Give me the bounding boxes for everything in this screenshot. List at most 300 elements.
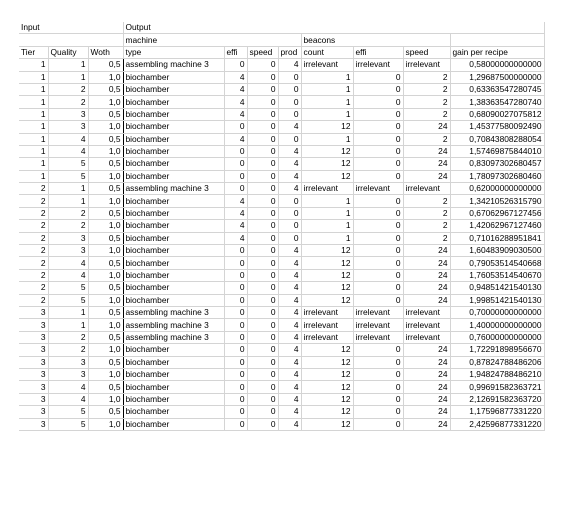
cell-tier[interactable]: 2: [19, 183, 48, 195]
cell-woth[interactable]: 0,5: [88, 406, 123, 418]
cell-woth[interactable]: 0,5: [88, 282, 123, 294]
cell-machine-effi[interactable]: 4: [224, 83, 247, 95]
cell-count[interactable]: 12: [301, 344, 353, 356]
cell-beacon-speed[interactable]: 2: [403, 133, 450, 145]
cell-prod[interactable]: 4: [278, 121, 301, 133]
cell-prod[interactable]: 0: [278, 195, 301, 207]
cell-type[interactable]: biochamber: [123, 368, 224, 380]
cell-prod[interactable]: 4: [278, 183, 301, 195]
cell-machine-effi[interactable]: 0: [224, 59, 247, 71]
cell-count[interactable]: 1: [301, 83, 353, 95]
cell-machine-effi[interactable]: 0: [224, 306, 247, 318]
cell-beacon-effi[interactable]: 0: [353, 71, 403, 83]
cell-beacon-effi[interactable]: 0: [353, 207, 403, 219]
cell-machine-speed[interactable]: 0: [247, 158, 278, 170]
cell-type[interactable]: biochamber: [123, 232, 224, 244]
cell-beacon-speed[interactable]: 24: [403, 269, 450, 281]
cell-machine-speed[interactable]: 0: [247, 133, 278, 145]
cell-gain-per-recipe[interactable]: 0,67062967127456: [450, 207, 544, 219]
cell-quality[interactable]: 4: [48, 269, 88, 281]
empty-cell[interactable]: [450, 22, 544, 34]
cell-tier[interactable]: 2: [19, 257, 48, 269]
cell-prod[interactable]: 0: [278, 71, 301, 83]
cell-prod[interactable]: 4: [278, 59, 301, 71]
cell-beacon-effi[interactable]: irrelevant: [353, 319, 403, 331]
cell-type[interactable]: assembling machine 3: [123, 183, 224, 195]
empty-cell[interactable]: [88, 22, 123, 34]
column-header-machine-speed[interactable]: speed: [247, 46, 278, 58]
cell-count[interactable]: 12: [301, 381, 353, 393]
column-header-count[interactable]: count: [301, 46, 353, 58]
cell-machine-effi[interactable]: 0: [224, 294, 247, 306]
cell-tier[interactable]: 3: [19, 331, 48, 343]
cell-prod[interactable]: 0: [278, 220, 301, 232]
cell-machine-speed[interactable]: 0: [247, 145, 278, 157]
cell-type[interactable]: biochamber: [123, 96, 224, 108]
cell-machine-effi[interactable]: 0: [224, 406, 247, 418]
cell-beacon-speed[interactable]: 2: [403, 83, 450, 95]
cell-prod[interactable]: 0: [278, 232, 301, 244]
cell-prod[interactable]: 4: [278, 294, 301, 306]
cell-quality[interactable]: 2: [48, 83, 88, 95]
cell-woth[interactable]: 1,0: [88, 344, 123, 356]
cell-gain-per-recipe[interactable]: 2,12691582363720: [450, 393, 544, 405]
output-group-header[interactable]: Output: [123, 22, 224, 34]
empty-cell[interactable]: [450, 34, 544, 46]
cell-gain-per-recipe[interactable]: 1,94824788486210: [450, 368, 544, 380]
cell-beacon-speed[interactable]: 24: [403, 145, 450, 157]
cell-prod[interactable]: 0: [278, 207, 301, 219]
cell-gain-per-recipe[interactable]: 2,42596877331220: [450, 418, 544, 430]
cell-gain-per-recipe[interactable]: 1,76053514540670: [450, 269, 544, 281]
cell-tier[interactable]: 2: [19, 232, 48, 244]
cell-type[interactable]: assembling machine 3: [123, 306, 224, 318]
cell-type[interactable]: biochamber: [123, 145, 224, 157]
cell-woth[interactable]: 1,0: [88, 245, 123, 257]
cell-woth[interactable]: 0,5: [88, 207, 123, 219]
cell-beacon-speed[interactable]: 24: [403, 158, 450, 170]
cell-beacon-effi[interactable]: 0: [353, 418, 403, 430]
column-header-woth[interactable]: Woth: [88, 46, 123, 58]
cell-tier[interactable]: 3: [19, 319, 48, 331]
input-group-header[interactable]: Input: [19, 22, 48, 34]
cell-count[interactable]: 1: [301, 96, 353, 108]
cell-type[interactable]: biochamber: [123, 220, 224, 232]
cell-type[interactable]: biochamber: [123, 393, 224, 405]
cell-machine-effi[interactable]: 4: [224, 220, 247, 232]
cell-machine-speed[interactable]: 0: [247, 108, 278, 120]
cell-machine-effi[interactable]: 4: [224, 232, 247, 244]
cell-gain-per-recipe[interactable]: 0,63363547280745: [450, 83, 544, 95]
cell-machine-speed[interactable]: 0: [247, 319, 278, 331]
cell-machine-speed[interactable]: 0: [247, 269, 278, 281]
cell-type[interactable]: biochamber: [123, 257, 224, 269]
cell-quality[interactable]: 3: [48, 232, 88, 244]
cell-beacon-speed[interactable]: 24: [403, 368, 450, 380]
cell-quality[interactable]: 4: [48, 145, 88, 157]
cell-beacon-speed[interactable]: 24: [403, 418, 450, 430]
cell-machine-effi[interactable]: 0: [224, 319, 247, 331]
cell-beacon-effi[interactable]: 0: [353, 245, 403, 257]
cell-prod[interactable]: 4: [278, 331, 301, 343]
cell-machine-effi[interactable]: 4: [224, 71, 247, 83]
empty-cell[interactable]: [353, 22, 403, 34]
cell-machine-effi[interactable]: 0: [224, 170, 247, 182]
cell-quality[interactable]: 5: [48, 170, 88, 182]
cell-type[interactable]: biochamber: [123, 207, 224, 219]
cell-tier[interactable]: 2: [19, 269, 48, 281]
cell-gain-per-recipe[interactable]: 1,99851421540130: [450, 294, 544, 306]
cell-count[interactable]: 1: [301, 108, 353, 120]
cell-machine-effi[interactable]: 4: [224, 207, 247, 219]
cell-prod[interactable]: 4: [278, 368, 301, 380]
cell-beacon-speed[interactable]: 2: [403, 232, 450, 244]
cell-woth[interactable]: 0,5: [88, 108, 123, 120]
cell-gain-per-recipe[interactable]: 1,72291898956670: [450, 344, 544, 356]
cell-quality[interactable]: 2: [48, 207, 88, 219]
empty-cell[interactable]: [403, 34, 450, 46]
cell-beacon-effi[interactable]: 0: [353, 158, 403, 170]
cell-count[interactable]: 12: [301, 257, 353, 269]
cell-beacon-effi[interactable]: irrelevant: [353, 306, 403, 318]
cell-machine-effi[interactable]: 4: [224, 108, 247, 120]
cell-gain-per-recipe[interactable]: 1,78097302680460: [450, 170, 544, 182]
cell-beacon-speed[interactable]: 24: [403, 294, 450, 306]
cell-beacon-speed[interactable]: 2: [403, 71, 450, 83]
cell-prod[interactable]: 0: [278, 133, 301, 145]
cell-gain-per-recipe[interactable]: 1,29687500000000: [450, 71, 544, 83]
cell-count[interactable]: 12: [301, 269, 353, 281]
cell-gain-per-recipe[interactable]: 0,87824788486206: [450, 356, 544, 368]
cell-prod[interactable]: 4: [278, 269, 301, 281]
cell-gain-per-recipe[interactable]: 1,57469875844010: [450, 145, 544, 157]
cell-beacon-effi[interactable]: 0: [353, 133, 403, 145]
cell-woth[interactable]: 0,5: [88, 83, 123, 95]
cell-beacon-effi[interactable]: 0: [353, 282, 403, 294]
cell-machine-effi[interactable]: 0: [224, 269, 247, 281]
cell-machine-effi[interactable]: 4: [224, 133, 247, 145]
cell-tier[interactable]: 3: [19, 418, 48, 430]
cell-woth[interactable]: 0,5: [88, 59, 123, 71]
cell-prod[interactable]: 0: [278, 83, 301, 95]
cell-machine-speed[interactable]: 0: [247, 96, 278, 108]
cell-tier[interactable]: 2: [19, 207, 48, 219]
cell-prod[interactable]: 0: [278, 96, 301, 108]
cell-gain-per-recipe[interactable]: 1,34210526315790: [450, 195, 544, 207]
cell-count[interactable]: 1: [301, 133, 353, 145]
cell-quality[interactable]: 1: [48, 195, 88, 207]
cell-beacon-effi[interactable]: 0: [353, 381, 403, 393]
cell-machine-speed[interactable]: 0: [247, 381, 278, 393]
cell-beacon-speed[interactable]: 24: [403, 406, 450, 418]
cell-tier[interactable]: 1: [19, 170, 48, 182]
cell-beacon-speed[interactable]: 24: [403, 170, 450, 182]
cell-type[interactable]: biochamber: [123, 71, 224, 83]
cell-woth[interactable]: 1,0: [88, 319, 123, 331]
cell-woth[interactable]: 0,5: [88, 257, 123, 269]
cell-prod[interactable]: 4: [278, 381, 301, 393]
cell-tier[interactable]: 3: [19, 306, 48, 318]
cell-beacon-speed[interactable]: irrelevant: [403, 306, 450, 318]
cell-gain-per-recipe[interactable]: 1,42062967127460: [450, 220, 544, 232]
cell-tier[interactable]: 1: [19, 158, 48, 170]
cell-machine-effi[interactable]: 0: [224, 257, 247, 269]
cell-type[interactable]: biochamber: [123, 356, 224, 368]
cell-tier[interactable]: 3: [19, 368, 48, 380]
cell-tier[interactable]: 1: [19, 145, 48, 157]
cell-machine-effi[interactable]: 0: [224, 183, 247, 195]
empty-cell[interactable]: [247, 22, 278, 34]
cell-machine-speed[interactable]: 0: [247, 170, 278, 182]
cell-beacon-effi[interactable]: irrelevant: [353, 183, 403, 195]
cell-tier[interactable]: 1: [19, 59, 48, 71]
cell-count[interactable]: 12: [301, 121, 353, 133]
cell-type[interactable]: assembling machine 3: [123, 331, 224, 343]
cell-beacon-speed[interactable]: 2: [403, 220, 450, 232]
empty-cell[interactable]: [403, 22, 450, 34]
cell-beacon-effi[interactable]: 0: [353, 257, 403, 269]
cell-quality[interactable]: 1: [48, 71, 88, 83]
cell-count[interactable]: 12: [301, 282, 353, 294]
cell-machine-effi[interactable]: 0: [224, 121, 247, 133]
cell-machine-effi[interactable]: 0: [224, 381, 247, 393]
cell-beacon-effi[interactable]: 0: [353, 195, 403, 207]
cell-beacon-effi[interactable]: 0: [353, 393, 403, 405]
cell-quality[interactable]: 4: [48, 133, 88, 145]
cell-tier[interactable]: 3: [19, 356, 48, 368]
cell-quality[interactable]: 2: [48, 220, 88, 232]
cell-tier[interactable]: 2: [19, 220, 48, 232]
cell-prod[interactable]: 4: [278, 170, 301, 182]
cell-quality[interactable]: 2: [48, 344, 88, 356]
cell-gain-per-recipe[interactable]: 0,68090027075812: [450, 108, 544, 120]
cell-tier[interactable]: 2: [19, 294, 48, 306]
cell-gain-per-recipe[interactable]: 1,40000000000000: [450, 319, 544, 331]
cell-beacon-effi[interactable]: 0: [353, 121, 403, 133]
column-header-beacon-speed[interactable]: speed: [403, 46, 450, 58]
empty-cell[interactable]: [88, 34, 123, 46]
cell-woth[interactable]: 1,0: [88, 195, 123, 207]
cell-prod[interactable]: 4: [278, 282, 301, 294]
cell-tier[interactable]: 2: [19, 282, 48, 294]
cell-beacon-effi[interactable]: 0: [353, 108, 403, 120]
cell-woth[interactable]: 1,0: [88, 294, 123, 306]
cell-prod[interactable]: 4: [278, 344, 301, 356]
cell-quality[interactable]: 2: [48, 96, 88, 108]
empty-cell[interactable]: [301, 22, 353, 34]
empty-cell[interactable]: [48, 22, 88, 34]
cell-quality[interactable]: 2: [48, 331, 88, 343]
cell-machine-speed[interactable]: 0: [247, 331, 278, 343]
cell-machine-speed[interactable]: 0: [247, 83, 278, 95]
cell-prod[interactable]: 4: [278, 406, 301, 418]
cell-beacon-speed[interactable]: irrelevant: [403, 183, 450, 195]
cell-count[interactable]: 12: [301, 145, 353, 157]
cell-type[interactable]: biochamber: [123, 344, 224, 356]
cell-machine-speed[interactable]: 0: [247, 59, 278, 71]
cell-woth[interactable]: 0,5: [88, 331, 123, 343]
cell-type[interactable]: assembling machine 3: [123, 59, 224, 71]
cell-machine-speed[interactable]: 0: [247, 356, 278, 368]
cell-beacon-effi[interactable]: 0: [353, 220, 403, 232]
empty-cell[interactable]: [247, 34, 278, 46]
cell-beacon-effi[interactable]: 0: [353, 83, 403, 95]
empty-cell[interactable]: [19, 34, 48, 46]
cell-machine-speed[interactable]: 0: [247, 418, 278, 430]
cell-quality[interactable]: 5: [48, 158, 88, 170]
cell-machine-effi[interactable]: 0: [224, 245, 247, 257]
cell-gain-per-recipe[interactable]: 0,70000000000000: [450, 306, 544, 318]
cell-prod[interactable]: 4: [278, 418, 301, 430]
cell-count[interactable]: irrelevant: [301, 319, 353, 331]
cell-beacon-speed[interactable]: 24: [403, 282, 450, 294]
cell-count[interactable]: 12: [301, 406, 353, 418]
cell-tier[interactable]: 2: [19, 245, 48, 257]
cell-quality[interactable]: 3: [48, 108, 88, 120]
cell-woth[interactable]: 0,5: [88, 183, 123, 195]
cell-machine-speed[interactable]: 0: [247, 245, 278, 257]
cell-gain-per-recipe[interactable]: 0,58000000000000: [450, 59, 544, 71]
cell-woth[interactable]: 1,0: [88, 71, 123, 83]
cell-type[interactable]: biochamber: [123, 245, 224, 257]
cell-count[interactable]: 1: [301, 232, 353, 244]
cell-type[interactable]: biochamber: [123, 381, 224, 393]
cell-woth[interactable]: 0,5: [88, 232, 123, 244]
empty-cell[interactable]: [48, 34, 88, 46]
cell-count[interactable]: 12: [301, 245, 353, 257]
cell-type[interactable]: biochamber: [123, 282, 224, 294]
cell-woth[interactable]: 0,5: [88, 356, 123, 368]
cell-tier[interactable]: 1: [19, 71, 48, 83]
cell-type[interactable]: biochamber: [123, 406, 224, 418]
cell-machine-speed[interactable]: 0: [247, 294, 278, 306]
cell-prod[interactable]: 4: [278, 356, 301, 368]
cell-tier[interactable]: 2: [19, 195, 48, 207]
cell-beacon-speed[interactable]: 24: [403, 381, 450, 393]
cell-prod[interactable]: 4: [278, 319, 301, 331]
cell-prod[interactable]: 4: [278, 245, 301, 257]
cell-machine-effi[interactable]: 0: [224, 158, 247, 170]
cell-tier[interactable]: 3: [19, 393, 48, 405]
cell-machine-effi[interactable]: 0: [224, 393, 247, 405]
cell-machine-effi[interactable]: 4: [224, 195, 247, 207]
cell-gain-per-recipe[interactable]: 0,70843808288054: [450, 133, 544, 145]
cell-beacon-effi[interactable]: irrelevant: [353, 331, 403, 343]
cell-count[interactable]: 12: [301, 294, 353, 306]
cell-beacon-effi[interactable]: 0: [353, 170, 403, 182]
cell-count[interactable]: 12: [301, 368, 353, 380]
cell-machine-effi[interactable]: 0: [224, 282, 247, 294]
cell-prod[interactable]: 4: [278, 393, 301, 405]
cell-beacon-speed[interactable]: 24: [403, 356, 450, 368]
cell-machine-speed[interactable]: 0: [247, 195, 278, 207]
cell-woth[interactable]: 1,0: [88, 145, 123, 157]
cell-machine-effi[interactable]: 0: [224, 356, 247, 368]
machine-subgroup-header[interactable]: machine: [123, 34, 224, 46]
cell-beacon-effi[interactable]: 0: [353, 145, 403, 157]
cell-machine-speed[interactable]: 0: [247, 207, 278, 219]
cell-beacon-effi[interactable]: 0: [353, 406, 403, 418]
cell-machine-speed[interactable]: 0: [247, 257, 278, 269]
cell-gain-per-recipe[interactable]: 0,76000000000000: [450, 331, 544, 343]
cell-woth[interactable]: 1,0: [88, 418, 123, 430]
cell-machine-speed[interactable]: 0: [247, 306, 278, 318]
cell-count[interactable]: 1: [301, 220, 353, 232]
cell-machine-effi[interactable]: 0: [224, 344, 247, 356]
cell-count[interactable]: irrelevant: [301, 306, 353, 318]
empty-cell[interactable]: [224, 34, 247, 46]
cell-tier[interactable]: 3: [19, 406, 48, 418]
cell-beacon-speed[interactable]: 24: [403, 393, 450, 405]
cell-gain-per-recipe[interactable]: 0,94851421540130: [450, 282, 544, 294]
cell-beacon-speed[interactable]: 2: [403, 108, 450, 120]
cell-beacon-speed[interactable]: 2: [403, 207, 450, 219]
cell-woth[interactable]: 1,0: [88, 368, 123, 380]
cell-beacon-speed[interactable]: irrelevant: [403, 319, 450, 331]
cell-gain-per-recipe[interactable]: 0,99691582363721: [450, 381, 544, 393]
cell-machine-effi[interactable]: 0: [224, 145, 247, 157]
cell-beacon-speed[interactable]: 24: [403, 344, 450, 356]
cell-count[interactable]: irrelevant: [301, 183, 353, 195]
cell-woth[interactable]: 1,0: [88, 170, 123, 182]
cell-beacon-effi[interactable]: 0: [353, 368, 403, 380]
cell-beacon-speed[interactable]: 24: [403, 257, 450, 269]
cell-quality[interactable]: 1: [48, 319, 88, 331]
cell-type[interactable]: biochamber: [123, 269, 224, 281]
cell-quality[interactable]: 5: [48, 418, 88, 430]
cell-gain-per-recipe[interactable]: 1,38363547280740: [450, 96, 544, 108]
cell-quality[interactable]: 5: [48, 282, 88, 294]
cell-quality[interactable]: 4: [48, 257, 88, 269]
cell-tier[interactable]: 3: [19, 344, 48, 356]
cell-gain-per-recipe[interactable]: 1,17596877331220: [450, 406, 544, 418]
cell-tier[interactable]: 1: [19, 83, 48, 95]
empty-cell[interactable]: [353, 34, 403, 46]
cell-count[interactable]: 12: [301, 393, 353, 405]
cell-count[interactable]: 12: [301, 356, 353, 368]
cell-quality[interactable]: 1: [48, 59, 88, 71]
column-header-prod[interactable]: prod: [278, 46, 301, 58]
cell-beacon-effi[interactable]: 0: [353, 269, 403, 281]
cell-tier[interactable]: 3: [19, 381, 48, 393]
column-header-quality[interactable]: Quality: [48, 46, 88, 58]
cell-machine-speed[interactable]: 0: [247, 232, 278, 244]
cell-gain-per-recipe[interactable]: 1,60483909030500: [450, 245, 544, 257]
cell-beacon-speed[interactable]: irrelevant: [403, 59, 450, 71]
cell-type[interactable]: assembling machine 3: [123, 319, 224, 331]
cell-prod[interactable]: 0: [278, 108, 301, 120]
cell-quality[interactable]: 1: [48, 306, 88, 318]
cell-machine-effi[interactable]: 0: [224, 368, 247, 380]
cell-quality[interactable]: 5: [48, 294, 88, 306]
cell-machine-speed[interactable]: 0: [247, 282, 278, 294]
cell-type[interactable]: biochamber: [123, 121, 224, 133]
cell-machine-speed[interactable]: 0: [247, 71, 278, 83]
cell-prod[interactable]: 4: [278, 145, 301, 157]
cell-woth[interactable]: 1,0: [88, 269, 123, 281]
cell-quality[interactable]: 1: [48, 183, 88, 195]
cell-beacon-effi[interactable]: irrelevant: [353, 59, 403, 71]
cell-beacon-speed[interactable]: 24: [403, 121, 450, 133]
cell-beacon-speed[interactable]: 2: [403, 195, 450, 207]
cell-woth[interactable]: 0,5: [88, 306, 123, 318]
cell-machine-effi[interactable]: 4: [224, 96, 247, 108]
cell-type[interactable]: biochamber: [123, 294, 224, 306]
cell-type[interactable]: biochamber: [123, 158, 224, 170]
cell-type[interactable]: biochamber: [123, 108, 224, 120]
cell-gain-per-recipe[interactable]: 0,79053514540668: [450, 257, 544, 269]
cell-count[interactable]: 1: [301, 195, 353, 207]
